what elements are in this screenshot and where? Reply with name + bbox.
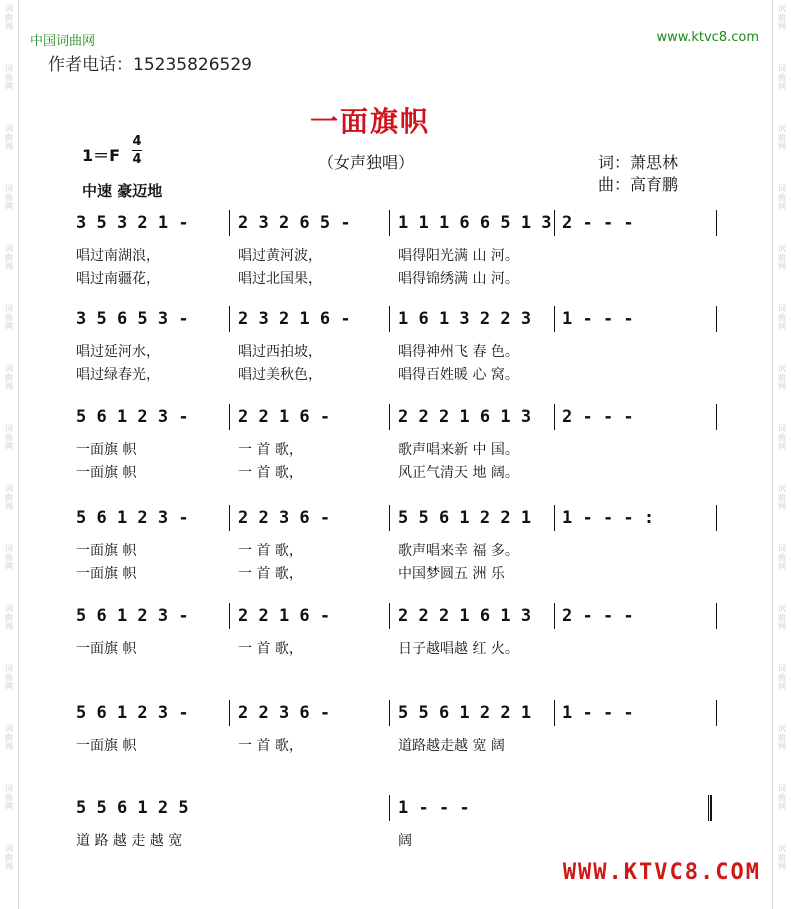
lyric-segment: 一 首 歌， (238, 465, 303, 481)
lyric-row (76, 342, 721, 362)
measure: 5 5 6 1 2 5 (76, 798, 189, 818)
measure: 3 5 3 2 1 - (76, 213, 189, 233)
lyric-segment: 道 路 越 走 越 宽 (76, 833, 183, 849)
barline (229, 306, 230, 332)
lyric-segment: 风正气清天 地 阔。 (398, 465, 519, 481)
barline (389, 210, 390, 236)
measure: 5 5 6 1 2 2 1 (398, 703, 532, 723)
measure: 1 - - - (562, 309, 634, 329)
lyric-row (76, 831, 721, 851)
watermark-text: 词 曲 网 (778, 844, 786, 871)
watermark-text: 词 曲 网 (5, 184, 13, 211)
watermark-text: 词 曲 网 (5, 484, 13, 511)
measure: 1 1 1 6 6 5 1 3 (398, 213, 552, 233)
watermark-text: 词 曲 网 (5, 64, 13, 91)
lyric-segment: 一面旗 帜 (76, 738, 137, 754)
measure: 3 5 6 5 3 - (76, 309, 189, 329)
measure: 1 - - - (398, 798, 470, 818)
watermark-text: 词 曲 网 (5, 124, 13, 151)
watermark-text: 词 曲 网 (5, 544, 13, 571)
watermark-text: 词 曲 网 (778, 244, 786, 271)
tempo-marking: 中速 豪迈地 (82, 182, 163, 200)
measure: 5 6 1 2 3 - (76, 606, 189, 626)
lyric-segment: 阔 (398, 833, 412, 849)
lyric-segment: 唱过南湖浪， (76, 248, 160, 264)
barline (716, 306, 717, 332)
site-logo-bottom[interactable]: WWW.KTVC8.COM (562, 860, 761, 885)
barline (554, 505, 555, 531)
lyricist-credit: 词：萧思林 (598, 153, 679, 172)
measure: 2 2 1 6 - (238, 407, 331, 427)
lyric-segment: 一 首 歌， (238, 566, 303, 582)
notation-row (76, 795, 721, 821)
lyric-row (76, 440, 721, 460)
notation-row (76, 404, 721, 430)
lyric-row (76, 365, 721, 385)
measure: 5 6 1 2 3 - (76, 407, 189, 427)
barline (716, 210, 717, 236)
lyric-segment: 唱过绿春光， (76, 367, 160, 383)
barline (229, 210, 230, 236)
lyric-segment: 歌声唱来新 中 国。 (398, 442, 519, 458)
score-line (76, 404, 721, 484)
lyric-row (76, 736, 721, 756)
watermark-text: 词 曲 网 (5, 364, 13, 391)
lyric-row (76, 564, 721, 584)
measure: 5 6 1 2 3 - (76, 508, 189, 528)
measure: 2 2 3 6 - (238, 703, 331, 723)
song-subtitle: （女声独唱） (318, 153, 415, 172)
score-line (76, 700, 721, 780)
lyric-row (76, 541, 721, 561)
measure: 2 3 2 1 6 - (238, 309, 351, 329)
author-phone: 作者电话：15235826529 (48, 55, 252, 75)
site-name-left[interactable]: 中国词曲网 (30, 34, 96, 49)
barline (229, 505, 230, 531)
measure: 2 2 3 6 - (238, 508, 331, 528)
watermark-text: 词 曲 网 (778, 64, 786, 91)
watermark-text: 词 曲 网 (5, 724, 13, 751)
measure: 1 - - - (562, 703, 634, 723)
right-margin-line (772, 0, 773, 909)
lyric-segment: 一 首 歌， (238, 738, 303, 754)
lyric-segment: 唱得神州飞 春 色。 (398, 344, 519, 360)
barline (554, 603, 555, 629)
lyric-segment: 一面旗 帜 (76, 566, 137, 582)
watermark-text: 词 曲 网 (778, 724, 786, 751)
score-line (76, 306, 721, 386)
lyric-segment: 道路越走越 宽 阔 (398, 738, 505, 754)
score-line (76, 210, 721, 290)
lyric-segment: 唱过南疆花， (76, 271, 160, 287)
watermark-text: 词 曲 网 (5, 4, 13, 31)
measure: 1 6 1 3 2 2 3 (398, 309, 532, 329)
watermark-text: 词 曲 网 (5, 664, 13, 691)
barline (716, 404, 717, 430)
lyric-segment: 唱过美秋色， (238, 367, 322, 383)
watermark-text: 词 曲 网 (5, 844, 13, 871)
barline (554, 210, 555, 236)
watermark-text: 词 曲 网 (778, 184, 786, 211)
lyric-row (76, 246, 721, 266)
watermark-text: 词 曲 网 (778, 484, 786, 511)
watermark-text: 词 曲 网 (5, 424, 13, 451)
barline (389, 404, 390, 430)
notation-row (76, 306, 721, 332)
measure: 5 5 6 1 2 2 1 (398, 508, 532, 528)
lyric-segment: 唱得阳光满 山 河。 (398, 248, 519, 264)
score-line (76, 603, 721, 683)
watermark-text: 词 曲 网 (778, 784, 786, 811)
lyric-segment: 一面旗 帜 (76, 465, 137, 481)
barline (389, 306, 390, 332)
watermark-text: 词 曲 网 (5, 784, 13, 811)
time-signature (132, 134, 142, 167)
lyric-segment: 唱得锦绣满 山 河。 (398, 271, 519, 287)
lyric-segment: 唱过延河水， (76, 344, 160, 360)
measure: 2 3 2 6 5 - (238, 213, 351, 233)
notation-row (76, 603, 721, 629)
watermark-text: 词 曲 网 (778, 544, 786, 571)
lyric-segment: 一面旗 帜 (76, 442, 137, 458)
notation-row (76, 210, 721, 236)
barline (554, 700, 555, 726)
measure: 5 6 1 2 3 - (76, 703, 189, 723)
lyric-row (76, 639, 721, 659)
lyric-segment: 一 首 歌， (238, 442, 303, 458)
meter-top: 4 (132, 134, 142, 149)
lyric-segment: 一面旗 帜 (76, 543, 137, 559)
barline (554, 306, 555, 332)
lyric-segment: 一 首 歌， (238, 543, 303, 559)
watermark-text: 词 曲 网 (5, 604, 13, 631)
lyric-segment: 唱得百姓暖 心 窝。 (398, 367, 519, 383)
barline (229, 700, 230, 726)
score-line (76, 505, 721, 585)
lyric-segment: 唱过西拍坡， (238, 344, 322, 360)
barline (716, 700, 717, 726)
measure: 2 2 2 1 6 1 3 (398, 606, 532, 626)
lyric-segment: 唱过北国果， (238, 271, 322, 287)
barline (389, 700, 390, 726)
notation-row (76, 505, 721, 531)
barline (554, 404, 555, 430)
lyric-segment: 唱过黄河波， (238, 248, 322, 264)
lyric-segment: 中国梦圆五 洲 乐 (398, 566, 505, 582)
lyric-segment: 一 首 歌， (238, 641, 303, 657)
watermark-text: 词 曲 网 (778, 424, 786, 451)
site-url-right[interactable]: www.ktvc8.com (656, 30, 759, 45)
measure: 1 - - - : (562, 508, 655, 528)
lyric-segment: 日子越唱越 红 火。 (398, 641, 519, 657)
measure: 2 - - - (562, 407, 634, 427)
lyric-row (76, 463, 721, 483)
barline (389, 603, 390, 629)
notation-row (76, 700, 721, 726)
watermark-text: 词 曲 网 (778, 124, 786, 151)
key-signature: 1＝F (82, 146, 121, 165)
watermark-text: 词 曲 网 (778, 4, 786, 31)
measure: 2 - - - (562, 606, 634, 626)
measure: 2 2 1 6 - (238, 606, 331, 626)
watermark-text: 词 曲 网 (5, 244, 13, 271)
meter-bottom: 4 (132, 152, 142, 167)
watermark-text: 词 曲 网 (778, 364, 786, 391)
watermark-text: 词 曲 网 (778, 304, 786, 331)
meter-divider (132, 150, 142, 151)
barline (389, 505, 390, 531)
lyric-segment: 一面旗 帜 (76, 641, 137, 657)
barline (389, 795, 390, 821)
barline (229, 603, 230, 629)
barline (716, 603, 717, 629)
barline (229, 404, 230, 430)
composer-credit: 曲：高育鹏 (598, 175, 679, 194)
song-title: 一面旗帜 (309, 105, 430, 138)
lyric-segment: 歌声唱来幸 福 多。 (398, 543, 519, 559)
watermark-text: 词 曲 网 (778, 664, 786, 691)
barline (708, 795, 712, 821)
watermark-text: 词 曲 网 (5, 304, 13, 331)
measure: 2 2 2 1 6 1 3 (398, 407, 532, 427)
lyric-row (76, 269, 721, 289)
watermark-text: 词 曲 网 (778, 604, 786, 631)
measure: 2 - - - (562, 213, 634, 233)
right-watermark-strip (775, 0, 789, 909)
barline (716, 505, 717, 531)
